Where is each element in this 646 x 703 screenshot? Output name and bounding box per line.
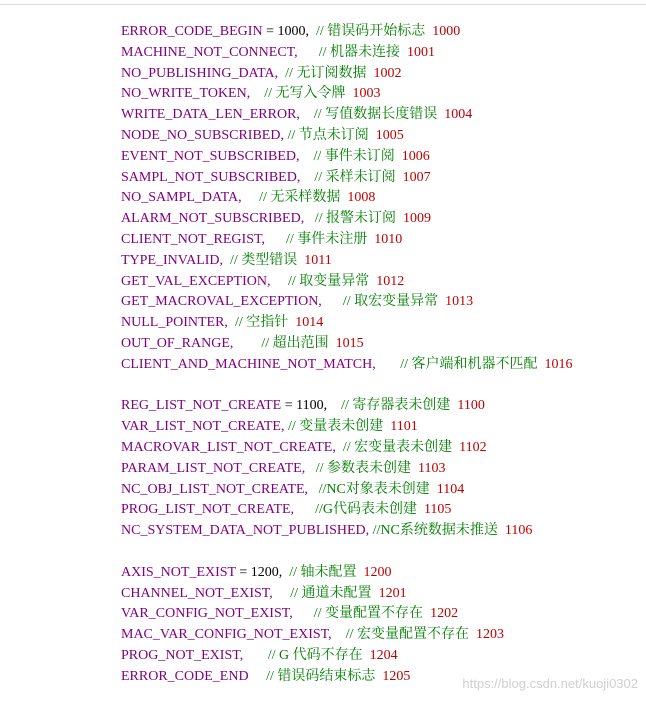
- error-code-number: 1100: [457, 398, 485, 414]
- code-comment: // 取变量异常: [287, 273, 370, 289]
- enum-identifier: NO_PUBLISHING_DATA,: [121, 65, 279, 81]
- enum-identifier: REG_LIST_NOT_CREATE: [121, 398, 282, 414]
- error-code-number: 1016: [544, 356, 573, 372]
- error-code-number: 1205: [382, 668, 411, 684]
- error-code-number: 1102: [459, 439, 487, 455]
- code-line: [121, 417, 573, 438]
- code-comment: //NC对象表未创建: [318, 481, 430, 497]
- code-comment: // 客户端和机器不匹配: [400, 356, 538, 372]
- code-line: [121, 209, 573, 230]
- enum-identifier: NC_OBJ_LIST_NOT_CREATE,: [121, 481, 309, 497]
- code-line: [121, 230, 573, 251]
- spacing: [294, 502, 315, 517]
- enum-assignment: = 1000,: [262, 24, 309, 39]
- spacing: [336, 440, 343, 455]
- code-line: [121, 480, 573, 501]
- enum-identifier: MAC_VAR_CONFIG_NOT_EXIST,: [121, 627, 332, 643]
- enum-identifier: CHANNEL_NOT_EXIST,: [121, 585, 273, 601]
- error-code-number: 1000: [432, 24, 461, 39]
- error-code-number: 1013: [445, 294, 474, 310]
- error-code-number: 1015: [335, 335, 364, 351]
- enum-identifier: ERROR_CODE_BEGIN: [121, 24, 263, 39]
- spacing: [305, 461, 316, 476]
- enum-identifier: PROG_NOT_EXIST,: [121, 647, 244, 663]
- enum-identifier: ERROR_CODE_END: [121, 668, 249, 684]
- code-comment: // 变量配置不存在: [313, 606, 424, 622]
- code-line: [121, 625, 573, 646]
- spacing: [270, 274, 288, 289]
- spacing: [308, 482, 319, 497]
- spacing: [309, 24, 316, 39]
- code-comment: // 取宏变量异常: [342, 294, 439, 310]
- enum-identifier: NO_SAMPL_DATA,: [121, 190, 242, 206]
- code-comment: // 参数表未创建: [315, 460, 412, 476]
- code-line: [121, 147, 573, 168]
- error-code-number: 1009: [402, 211, 431, 227]
- enum-identifier: NO_WRITE_TOKEN,: [121, 86, 251, 102]
- spacing: [265, 232, 286, 247]
- top-divider: [0, 4, 646, 5]
- code-comment: // 类型错误: [230, 252, 298, 268]
- code-comment: //G代码表未创建: [315, 502, 417, 518]
- code-line: [121, 459, 573, 480]
- code-comment: // 采样未订阅: [314, 169, 396, 185]
- error-code-number: 1012: [376, 273, 405, 289]
- enum-identifier: NULL_POINTER,: [121, 315, 228, 331]
- error-code-number: 1004: [444, 107, 473, 123]
- code-comment: //NC系统数据未推送: [372, 523, 498, 539]
- code-line: [121, 168, 573, 189]
- code-line: [121, 646, 573, 667]
- code-comment: // 机器未连接: [318, 44, 400, 60]
- code-comment: // 轴未配置: [289, 564, 357, 580]
- code-line: [121, 64, 573, 85]
- code-comment: // 寄存器表未创建: [341, 398, 451, 414]
- error-code-number: 1003: [352, 86, 381, 102]
- code-comment: // G 代码不存在: [267, 647, 363, 663]
- enum-identifier: TYPE_INVALID,: [121, 252, 224, 268]
- code-comment: // 错误码结束标志: [266, 668, 376, 684]
- error-code-number: 1010: [374, 231, 403, 247]
- code-line: [121, 22, 573, 43]
- enum-identifier: MACHINE_NOT_CONNECT,: [121, 44, 298, 60]
- code-comment: // 无订阅数据: [285, 65, 367, 81]
- error-code-listing: [121, 22, 573, 688]
- code-line: [121, 438, 573, 459]
- code-line: [121, 396, 573, 417]
- code-line: [121, 500, 573, 521]
- blank-line: [121, 376, 573, 397]
- code-line: [121, 105, 573, 126]
- enum-identifier: NODE_NO_SUBSCRIBED,: [121, 127, 284, 143]
- error-code-number: 1006: [401, 148, 430, 164]
- enum-identifier: GET_VAL_EXCEPTION,: [121, 273, 271, 289]
- spacing: [273, 586, 291, 601]
- spacing: [242, 190, 260, 205]
- error-code-number: 1007: [402, 169, 431, 185]
- csdn-watermark: https://blog.csdn.net/kuoji0302: [462, 676, 638, 691]
- error-code-number: 1104: [436, 481, 465, 497]
- enum-identifier: PROG_LIST_NOT_CREATE,: [121, 502, 295, 518]
- code-line: [121, 251, 573, 272]
- code-line: [121, 84, 573, 105]
- spacing: [243, 648, 268, 663]
- spacing: [322, 294, 343, 309]
- enum-identifier: MACROVAR_LIST_NOT_CREATE,: [121, 439, 336, 455]
- error-code-number: 1001: [406, 44, 435, 60]
- code-comment: // 无采样数据: [259, 190, 341, 206]
- code-comment: // 空指针: [234, 315, 289, 331]
- enum-identifier: CLIENT_AND_MACHINE_NOT_MATCH,: [121, 356, 376, 372]
- spacing: [300, 170, 314, 185]
- error-code-number: 1005: [375, 127, 404, 143]
- code-line: [121, 188, 573, 209]
- code-comment: // 事件未订阅: [313, 148, 395, 164]
- code-comment: // 变量表未创建: [287, 419, 384, 435]
- enum-identifier: VAR_CONFIG_NOT_EXIST,: [121, 606, 293, 622]
- code-line: [121, 584, 573, 605]
- error-code-number: 1204: [369, 647, 398, 663]
- spacing: [250, 86, 264, 101]
- error-code-number: 1008: [347, 190, 376, 206]
- code-line: [121, 292, 573, 313]
- spacing: [327, 398, 341, 413]
- code-line: [121, 521, 573, 542]
- spacing: [298, 45, 319, 60]
- spacing: [293, 606, 314, 621]
- code-comment: // 无写入令牌: [264, 86, 346, 102]
- error-code-number: 1105: [423, 502, 452, 518]
- code-line: [121, 43, 573, 64]
- code-comment: // 宏变量配置不存在: [345, 627, 469, 643]
- spacing: [300, 107, 314, 122]
- enum-assignment: = 1100,: [281, 398, 328, 414]
- spacing: [376, 357, 401, 372]
- enum-identifier: VAR_LIST_NOT_CREATE,: [121, 419, 285, 435]
- spacing: [249, 669, 267, 684]
- blank-line: [121, 542, 573, 563]
- spacing: [228, 315, 235, 330]
- enum-identifier: CLIENT_NOT_REGIST,: [121, 231, 265, 247]
- spacing: [223, 253, 230, 268]
- code-comment: // 报警未订阅: [314, 211, 396, 227]
- code-line: [121, 313, 573, 334]
- code-line: [121, 126, 573, 147]
- enum-identifier: EVENT_NOT_SUBSCRIBED,: [121, 148, 300, 164]
- error-code-number: 1101: [390, 419, 418, 435]
- enum-identifier: ALARM_NOT_SUBSCRIBED,: [121, 211, 305, 227]
- error-code-number: 1011: [304, 252, 332, 268]
- spacing: [332, 627, 346, 642]
- code-comment: // 写值数据长度错误: [313, 107, 438, 123]
- spacing: [233, 336, 261, 351]
- enum-identifier: AXIS_NOT_EXIST: [121, 564, 236, 580]
- error-code-number: 1200: [363, 564, 392, 580]
- enum-identifier: GET_MACROVAL_EXCEPTION,: [121, 294, 322, 310]
- code-comment: // 事件未注册: [286, 231, 368, 247]
- code-comment: // 错误码开始标志: [315, 24, 426, 39]
- enum-identifier: OUT_OF_RANGE,: [121, 335, 234, 351]
- error-code-number: 1002: [373, 65, 402, 81]
- code-line: [121, 563, 573, 584]
- enum-identifier: PARAM_LIST_NOT_CREATE,: [121, 460, 306, 476]
- enum-identifier: WRITE_DATA_LEN_ERROR,: [121, 107, 300, 123]
- error-code-number: 1106: [504, 523, 533, 539]
- code-comment: // 超出范围: [261, 335, 329, 351]
- error-code-number: 1103: [418, 460, 446, 476]
- code-line: [121, 355, 573, 376]
- error-code-number: 1203: [475, 627, 504, 643]
- error-code-number: 1201: [378, 585, 407, 601]
- code-comment: // 节点未订阅: [287, 127, 369, 143]
- code-line: [121, 334, 573, 355]
- code-line: [121, 272, 573, 293]
- error-code-number: 1202: [430, 606, 459, 622]
- enum-assignment: = 1200,: [235, 564, 283, 580]
- code-comment: // 宏变量表未创建: [342, 439, 453, 455]
- enum-identifier: NC_SYSTEM_DATA_NOT_PUBLISHED,: [121, 523, 370, 539]
- code-comment: // 通道未配置: [290, 585, 372, 601]
- spacing: [304, 211, 315, 226]
- error-code-number: 1014: [295, 315, 324, 331]
- spacing: [300, 149, 314, 164]
- enum-identifier: SAMPL_NOT_SUBSCRIBED,: [121, 169, 301, 185]
- code-line: [121, 604, 573, 625]
